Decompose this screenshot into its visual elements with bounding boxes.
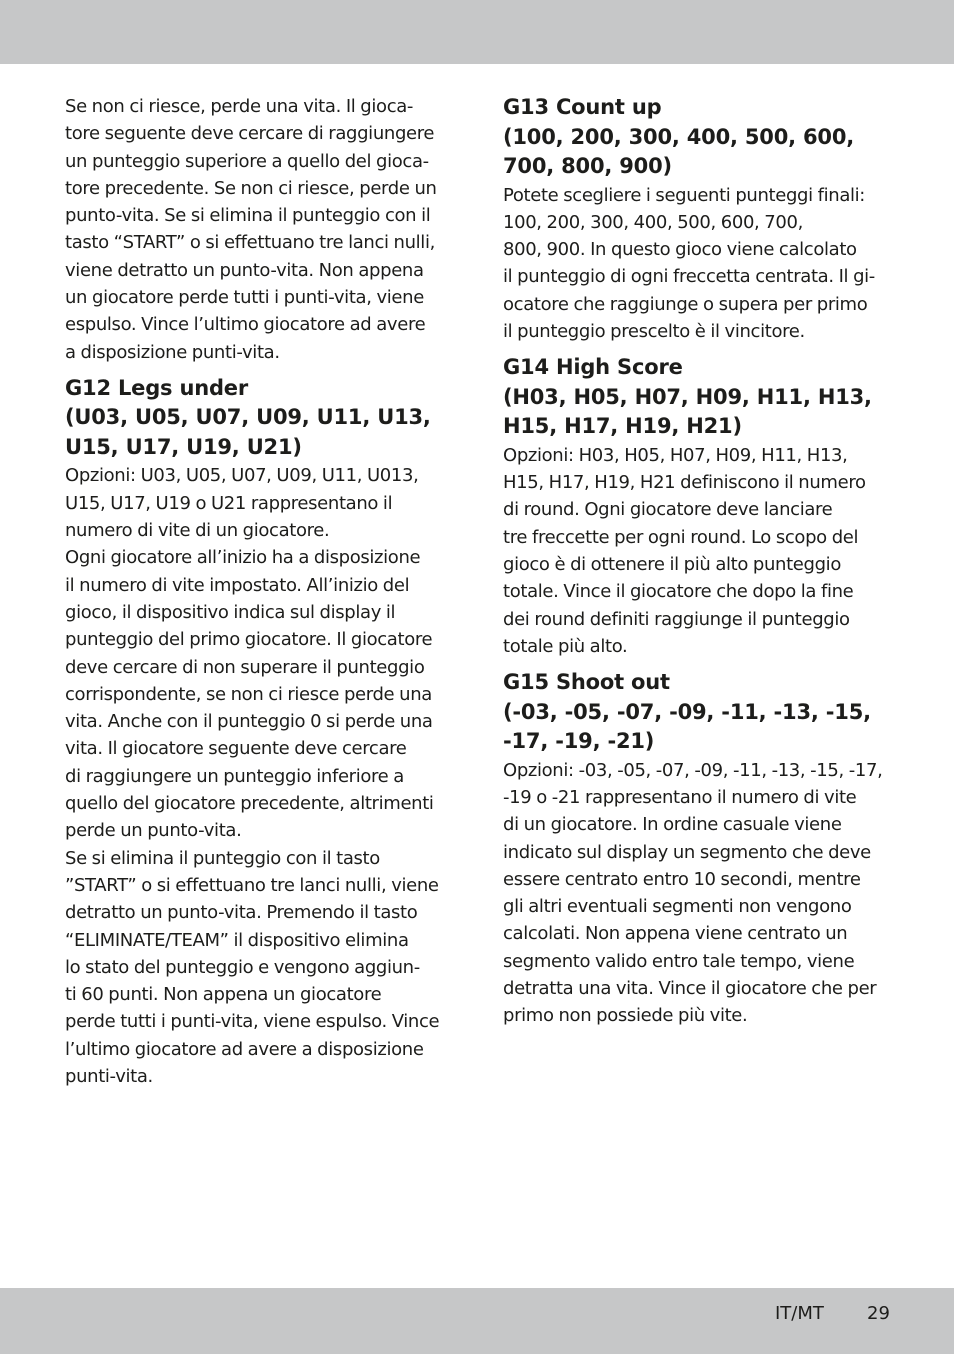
right-column <box>503 93 895 1030</box>
footer-language-code: IT/MT <box>775 1303 824 1324</box>
g12-rules-paragraph: Ogni giocatore all’inizio ha a disposizione il numero di vite impostato. All’inizio del gioco, il dispositivo indica sul display il punteggio del primo giocatore. Il giocatore deve cercare di non superare il punteggio corrispondente, se non ci riesce perde una vita. Anche con il punteggio 0 si perde una vita. Il giocatore seguente deve cercare di raggiungere un punteggio inferiore a quello del giocatore precedente, altrimenti perde un punto-vita. <box>65 547 434 842</box>
g14-heading: G14 High Score (H03, H05, H07, H09, H11, H13, H15, H17, H19, H21) <box>503 355 872 439</box>
g13-heading: G13 Count up (100, 200, 300, 400, 500, 600, 700, 800, 900) <box>503 95 855 178</box>
left-column <box>65 93 455 1090</box>
g12-options-paragraph: Opzioni: U03, U05, U07, U09, U11, U013, U15, U17, U19 o U21 rappresentano il numero di vite di un giocatore. <box>65 465 419 542</box>
g12-elimination-paragraph: Se si elimina il punteggio con il tasto ”START” o si effettuano tre lanci nulli, viene detratto un punto-vita. Premendo il tasto “ELIMINATE/TEAM” il dispositivo elimina lo stato del punteggio e vengono aggiun- ti 60 punti. Non appena un giocatore perde tutti i punti-vita, viene espulso. Vince l’ultimo giocatore ad avere a disposizione punti-vita. <box>65 847 440 1087</box>
page-number: 29 <box>867 1303 890 1324</box>
header-band <box>0 0 954 64</box>
g15-paragraph: Opzioni: -03, -05, -07, -09, -11, -13, -15, -17, -19 o -21 rappresentano il numero di vite di un giocatore. In ordine casuale viene indicato sul display un segmento che deve essere centrato entro 10 secondi, mentre gli altri eventuali segmenti non vengono calcolati. Non appena viene centrato un segmento valido entro tale tempo, viene detratta una vita. Vince il giocatore che per primo non possiede più vite. <box>503 759 883 1027</box>
g12-heading: G12 Legs under (U03, U05, U07, U09, U11, U13, U15, U17, U19, U21) <box>65 375 431 459</box>
g14-paragraph: Opzioni: H03, H05, H07, H09, H11, H13, H15, H17, H19, H21 definiscono il numero di round. Ogni giocatore deve lanciare tre freccette per ogni round. Lo scopo del gioco è di ottenere il più alto punteggio totale. Vince il giocatore che dopo la fine dei round definiti raggiunge il punteggio totale più alto. <box>503 444 866 657</box>
intro-paragraph: Se non ci riesce, perde una vita. Il gioca- tore seguente deve cercare di raggiungere un punteggio superiore a quello del gioca- tore precedente. Se non ci riesce, perde un punto-vita. Se si elimina il punteggio con il tasto “START” o si effettuano tre lanci nulli, viene detratto un punto-vita. Non appena un giocatore perde tutti i punti-vita, viene espulso. Vince l’ultimo giocatore ad avere a disposizione punti-vita. <box>65 96 437 363</box>
g13-paragraph: Potete scegliere i seguenti punteggi finali: 100, 200, 300, 400, 500, 600, 700, 800, 900. In questo gioco viene calcolato il punteggio di ogni freccetta centrata. Il gi- ocatore che raggiunge o supera per primo il punteggio prescelto è il vincitore. <box>503 184 875 342</box>
g15-heading: G15 Shoot out (-03, -05, -07, -09, -11, -13, -15, -17, -19, -21) <box>503 670 871 754</box>
